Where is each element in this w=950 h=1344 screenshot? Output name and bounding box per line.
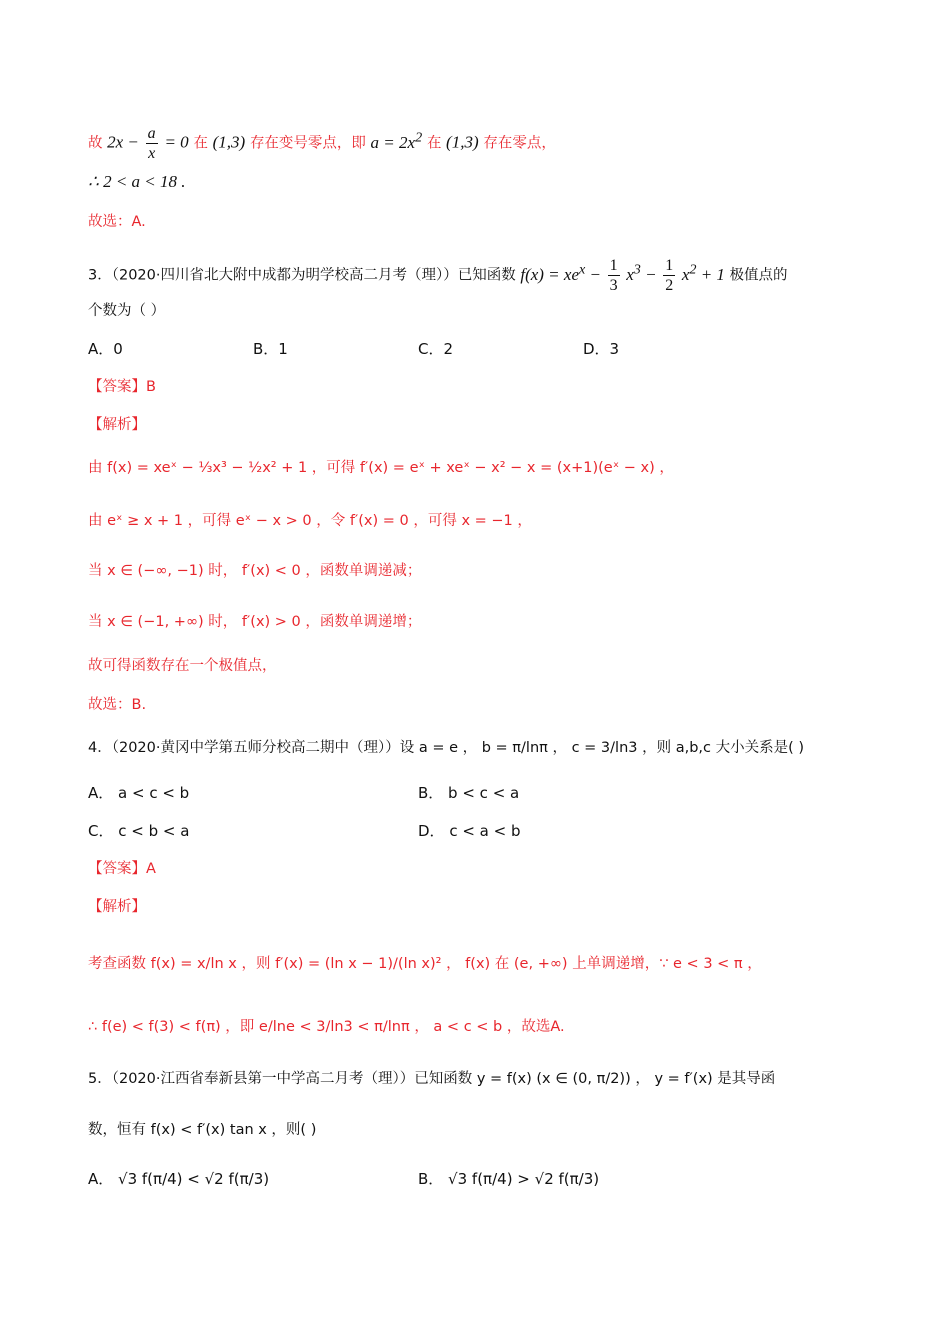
q4-step-2: ∴ f(e) < f(3) < f(π) ，即 e/lne < 3/ln3 < π/lnπ ， a < c < b ，故选A. <box>88 1019 565 1035</box>
q4-option-d: D． c < a < b <box>418 822 521 840</box>
q4-answer: 【答案】A <box>88 861 156 877</box>
q3-option-a: A．0 <box>88 340 123 358</box>
q5-option-a: A． √3 f(π/4) < √2 f(π/3) <box>88 1170 270 1188</box>
question-3-stem: 3．（2020·四川省北大附中成都为明学校高二月考（理））已知函数 $f(x) = xe^x$ − $\frac{1}{3}$ $x^3$ − $\frac{1}{2}$ $x^2 + 1$ 极值点的 <box>88 257 788 294</box>
q3-step-4: 当 x ∈ (−1, +∞) 时， f′(x) > 0 ，函数单调递增； <box>88 614 422 630</box>
q3-step-6: 故选：B. <box>88 697 147 713</box>
answer-choice-line: 故选：A. <box>88 214 146 230</box>
q3-step-3: 当 x ∈ (−∞, −1) 时， f′(x) < 0 ，函数单调递减； <box>88 563 422 579</box>
q3-analysis-label: 【解析】 <box>88 417 146 433</box>
q3-step-1: 由 f(x) = xeˣ − ⅓x³ − ½x² + 1 ，可得 f′(x) = eˣ + xeˣ − x² − x = (x+1)(eˣ − x) ， <box>88 460 674 476</box>
question-4-stem: 4．（2020·黄冈中学第五师分校高二期中（理））设 a = e ， b = π/lnπ ， c = 3/ln3 ，则 a,b,c 大小关系是( ) <box>88 740 805 756</box>
q3-step-5: 故可得函数存在一个极值点， <box>88 658 277 674</box>
solution-line-2: ∴ 2 < a < 18 . <box>88 172 186 191</box>
q3-answer: 【答案】B <box>88 379 156 395</box>
question-3-stem-2: 个数为（ ） <box>88 303 166 319</box>
q4-option-a: A． a < c < b <box>88 784 190 802</box>
q3-option-d: D．3 <box>583 340 620 358</box>
q4-option-c: C． c < b < a <box>88 822 190 840</box>
q5-option-b: B． √3 f(π/4) > √2 f(π/3) <box>418 1170 600 1188</box>
q4-analysis-label: 【解析】 <box>88 899 146 915</box>
question-5-stem: 5．（2020·江西省奉新县第一中学高二月考（理））已知函数 y = f(x) (x ∈ (0, π/2)) ， y = f′(x) 是其导函 <box>88 1071 776 1087</box>
q3-option-c: C．2 <box>418 340 454 358</box>
q3-option-b: B．1 <box>253 340 288 358</box>
solution-line-1: 故 2x − $\frac{a}{x}$ = 0 在 (1,3) 存在变号零点，即 $a = 2x^2$ 在 (1,3) 存在零点， <box>88 125 556 162</box>
question-5-stem-2: 数，恒有 f(x) < f′(x) tan x ，则( ) <box>88 1122 317 1138</box>
q3-step-2: 由 eˣ ≥ x + 1 ，可得 eˣ − x > 0 ，令 f′(x) = 0 ，可得 x = −1 ， <box>88 513 532 529</box>
q4-option-b: B． b < c < a <box>418 784 520 802</box>
q4-step-1: 考查函数 f(x) = x/ln x ，则 f′(x) = (ln x − 1)/(ln x)² ， f(x) 在 (e, +∞) 上单调递增，∵ e < 3 < π ， <box>88 956 762 972</box>
